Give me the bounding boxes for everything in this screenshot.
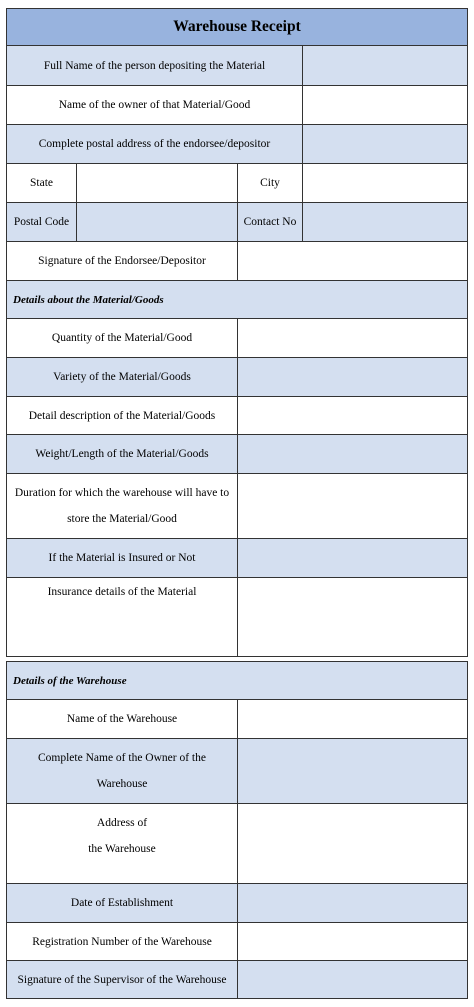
contact-no-label: Contact No bbox=[238, 203, 303, 241]
form-title: Warehouse Receipt bbox=[173, 18, 301, 35]
state-field[interactable] bbox=[77, 164, 238, 202]
quantity-label: Quantity of the Material/Good bbox=[7, 319, 238, 357]
depositor-signature-label: Signature of the Endorsee/Depositor bbox=[7, 242, 238, 280]
warehouse-details-table bbox=[6, 661, 468, 999]
contact-no-field[interactable] bbox=[303, 203, 467, 241]
variety-label: Variety of the Material/Goods bbox=[7, 358, 238, 396]
material-section-header bbox=[7, 281, 467, 319]
warehouse-section-title: Details of the Warehouse bbox=[13, 674, 127, 687]
variety-field[interactable] bbox=[238, 358, 467, 396]
duration-row bbox=[7, 474, 467, 539]
duration-field[interactable] bbox=[238, 474, 467, 538]
postal-address-label: Complete postal address of the endorsee/depositor bbox=[7, 125, 303, 163]
duration-label bbox=[7, 474, 238, 538]
warehouse-owner-row bbox=[7, 739, 467, 804]
weight-field[interactable] bbox=[238, 435, 467, 473]
quantity-row bbox=[7, 319, 467, 358]
warehouse-owner-label bbox=[7, 739, 238, 803]
warehouse-address-row bbox=[7, 804, 467, 884]
postal-contact-row bbox=[7, 203, 467, 242]
insured-label: If the Material is Insured or Not bbox=[7, 539, 238, 577]
supervisor-signature-label: Signature of the Supervisor of the Warehouse bbox=[7, 961, 238, 998]
city-field[interactable] bbox=[303, 164, 467, 202]
insurance-details-row bbox=[7, 578, 467, 656]
insurance-details-label: Insurance details of the Material bbox=[7, 578, 238, 656]
description-label: Detail description of the Material/Goods bbox=[7, 397, 238, 434]
warehouse-address-label-line2: the Warehouse bbox=[88, 843, 156, 855]
variety-row bbox=[7, 358, 467, 397]
warehouse-owner-label-line1: Complete Name of the Owner of the bbox=[38, 752, 206, 764]
establishment-date-label: Date of Establishment bbox=[7, 884, 238, 922]
warehouse-address-label-line1: Address of bbox=[96, 817, 148, 829]
owner-name-field[interactable] bbox=[303, 86, 467, 124]
establishment-date-row bbox=[7, 884, 467, 923]
warehouse-name-label: Name of the Warehouse bbox=[7, 700, 238, 738]
supervisor-signature-row bbox=[7, 961, 467, 998]
description-field[interactable] bbox=[238, 397, 467, 434]
warehouse-address-label bbox=[7, 804, 238, 883]
warehouse-owner-label-line2: Warehouse bbox=[96, 778, 148, 790]
warehouse-address-field[interactable] bbox=[238, 804, 467, 883]
depositor-signature-row bbox=[7, 242, 467, 281]
registration-row bbox=[7, 923, 467, 961]
warehouse-name-field[interactable] bbox=[238, 700, 467, 738]
receipt-form-table bbox=[6, 8, 468, 657]
owner-name-row bbox=[7, 86, 467, 125]
postal-code-label: Postal Code bbox=[7, 203, 77, 241]
city-label: City bbox=[238, 164, 303, 202]
establishment-date-field[interactable] bbox=[238, 884, 467, 922]
owner-name-label: Name of the owner of that Material/Good bbox=[7, 86, 303, 124]
weight-label: Weight/Length of the Material/Goods bbox=[7, 435, 238, 473]
supervisor-signature-field[interactable] bbox=[238, 961, 467, 998]
quantity-field[interactable] bbox=[238, 319, 467, 357]
depositor-signature-field[interactable] bbox=[238, 242, 467, 280]
material-section-title: Details about the Material/Goods bbox=[13, 293, 164, 306]
postal-address-row bbox=[7, 125, 467, 164]
insurance-details-field[interactable] bbox=[238, 578, 467, 656]
full-name-row bbox=[7, 46, 467, 86]
registration-field[interactable] bbox=[238, 923, 467, 960]
insured-row bbox=[7, 539, 467, 578]
weight-row bbox=[7, 435, 467, 474]
form-title-row bbox=[7, 9, 467, 46]
duration-label-line2: store the Material/Good bbox=[67, 513, 177, 525]
state-label: State bbox=[7, 164, 77, 202]
warehouse-section-header bbox=[7, 662, 467, 700]
warehouse-owner-field[interactable] bbox=[238, 739, 467, 803]
state-city-row bbox=[7, 164, 467, 203]
duration-label-line1: Duration for which the warehouse will have to bbox=[14, 487, 230, 499]
full-name-label: Full Name of the person depositing the Material bbox=[7, 46, 303, 85]
postal-address-field[interactable] bbox=[303, 125, 467, 163]
description-row bbox=[7, 397, 467, 435]
registration-label: Registration Number of the Warehouse bbox=[7, 923, 238, 960]
postal-code-field[interactable] bbox=[77, 203, 238, 241]
full-name-field[interactable] bbox=[303, 46, 467, 85]
insured-field[interactable] bbox=[238, 539, 467, 577]
warehouse-name-row bbox=[7, 700, 467, 739]
